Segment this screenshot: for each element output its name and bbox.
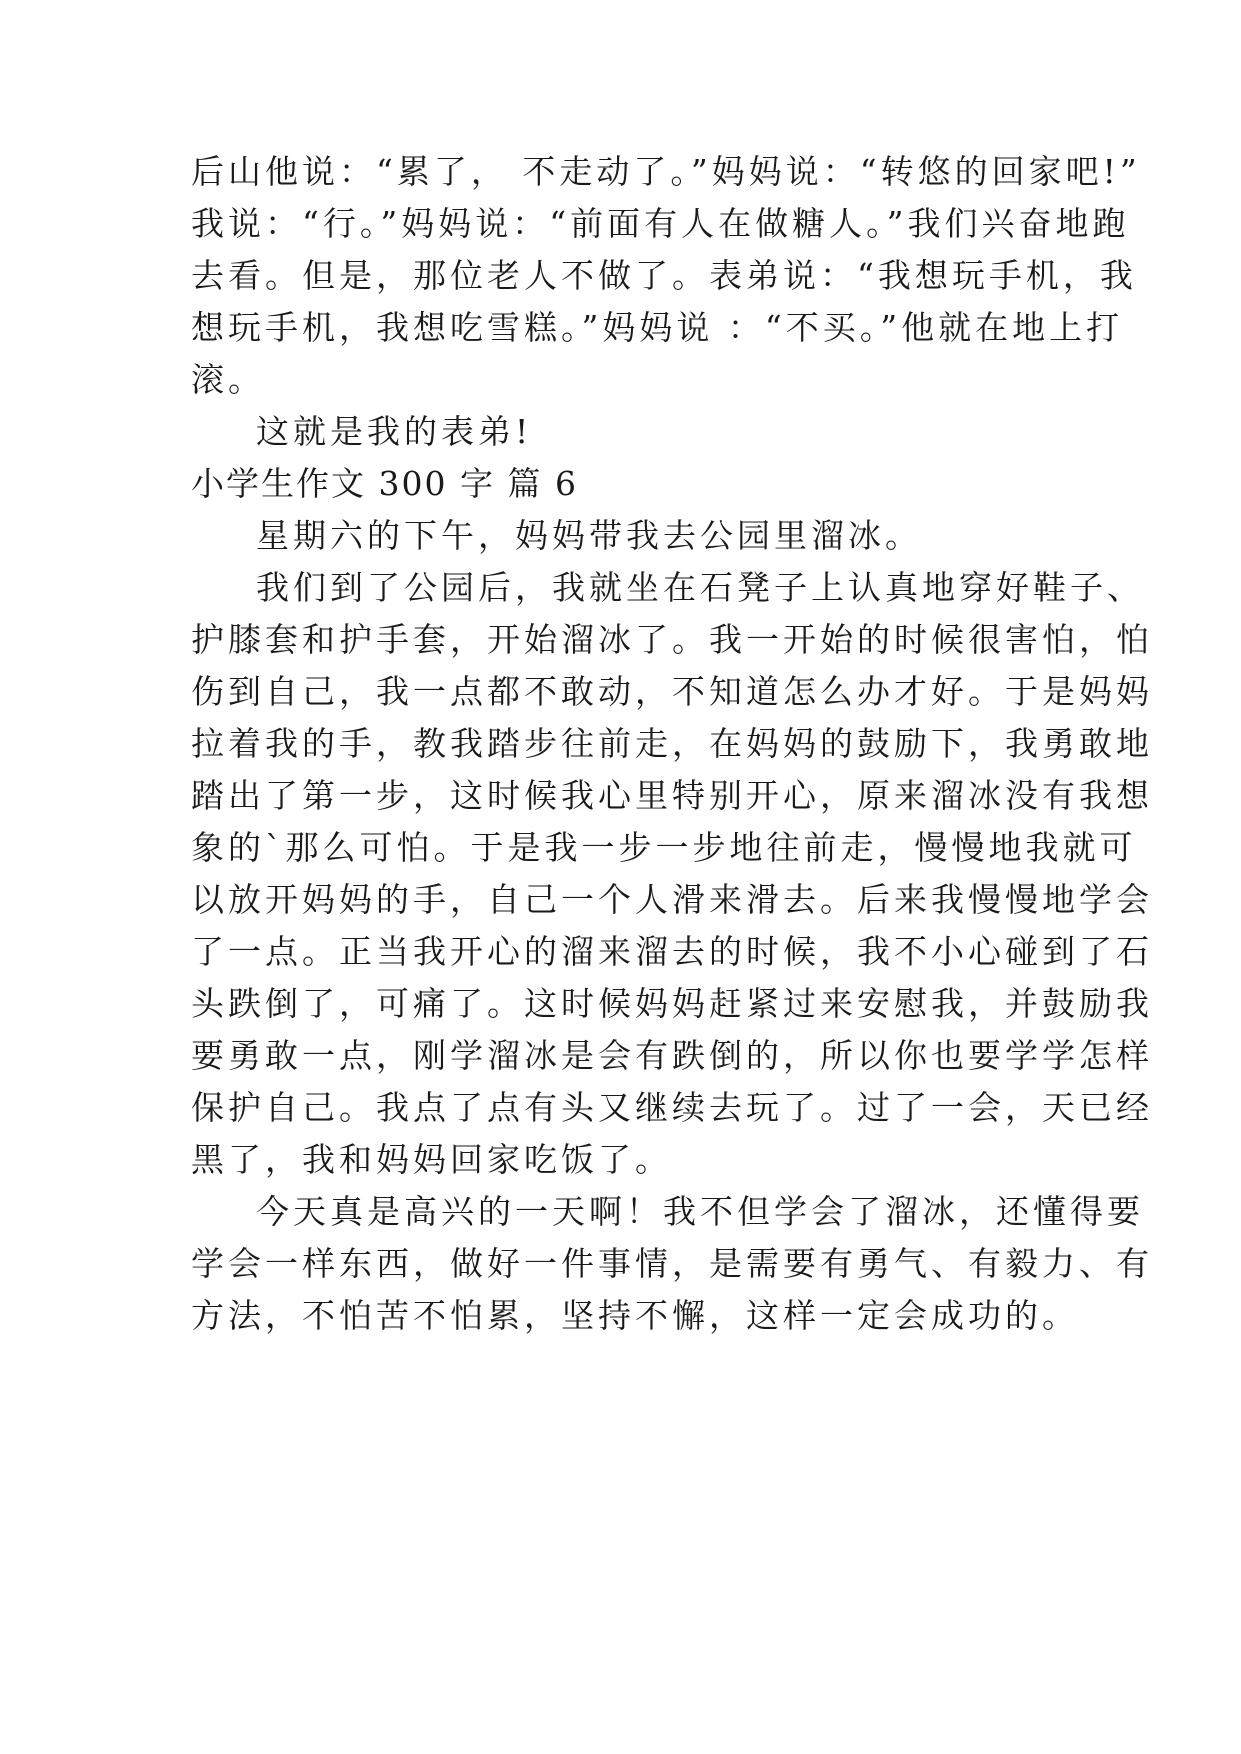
paragraph-line: 象的`那么可怕。于是我一步一步地往前走，慢慢地我就可 bbox=[191, 828, 1137, 867]
paragraph-line: 拉着我的手，教我踏步往前走，在妈妈的鼓励下，我勇敢地 bbox=[191, 724, 1153, 763]
paragraph-line: 要勇敢一点，刚学溜冰是会有跌倒的，所以你也要学学怎样 bbox=[191, 1036, 1153, 1075]
paragraph-line: 方法，不怕苦不怕累，坚持不懈，这样一定会成功的。 bbox=[191, 1296, 1079, 1335]
paragraph-line: 想玩手机，我想吃雪糕。”妈妈说 ：“不买。”他就在地上打 bbox=[191, 308, 1124, 347]
paragraph-line: 我们到了公园后，我就坐在石凳子上认真地穿好鞋子、 bbox=[256, 568, 1144, 607]
paragraph-line: 滚。 bbox=[191, 360, 265, 399]
paragraph-line: 了一点。正当我开心的溜来溜去的时候，我不小心碰到了石 bbox=[191, 932, 1153, 971]
paragraph-line: 去看。但是，那位老人不做了。表弟说：“我想玩手机，我 bbox=[191, 256, 1137, 295]
paragraph-line: 今天真是高兴的一天啊！我不但学会了溜冰，还懂得要 bbox=[256, 1192, 1144, 1231]
paragraph-line: 以放开妈妈的手，自己一个人滑来滑去。后来我慢慢地学会 bbox=[191, 880, 1153, 919]
paragraph-line: 护膝套和护手套，开始溜冰了。我一开始的时候很害怕，怕 bbox=[191, 620, 1153, 659]
paragraph-line: 头跌倒了，可痛了。这时候妈妈赶紧过来安慰我，并鼓励我 bbox=[191, 984, 1153, 1023]
paragraph-line: 星期六的下午，妈妈带我去公园里溜冰。 bbox=[256, 516, 922, 555]
paragraph-line: 这就是我的表弟! bbox=[256, 412, 533, 451]
paragraph-line: 我说：“行。”妈妈说：“前面有人在做糖人。”我们兴奋地跑 bbox=[191, 204, 1130, 243]
paragraph-line: 后山他说：“累了， 不走动了。”妈妈说：“转悠的回家吧!” bbox=[191, 152, 1141, 191]
paragraph-line: 学会一样东西，做好一件事情，是需要有勇气、有毅力、有 bbox=[191, 1244, 1153, 1283]
paragraph-line: 保护自己。我点了点有头又继续去玩了。过了一会，天已经 bbox=[191, 1088, 1153, 1127]
section-heading: 小学生作文 300 字 篇 6 bbox=[191, 464, 578, 503]
paragraph-line: 伤到自己，我一点都不敢动，不知道怎么办才好。于是妈妈 bbox=[191, 672, 1153, 711]
paragraph-line: 踏出了第一步，这时候我心里特别开心，原来溜冰没有我想 bbox=[191, 776, 1153, 815]
paragraph-line: 黑了，我和妈妈回家吃饭了。 bbox=[191, 1140, 672, 1179]
